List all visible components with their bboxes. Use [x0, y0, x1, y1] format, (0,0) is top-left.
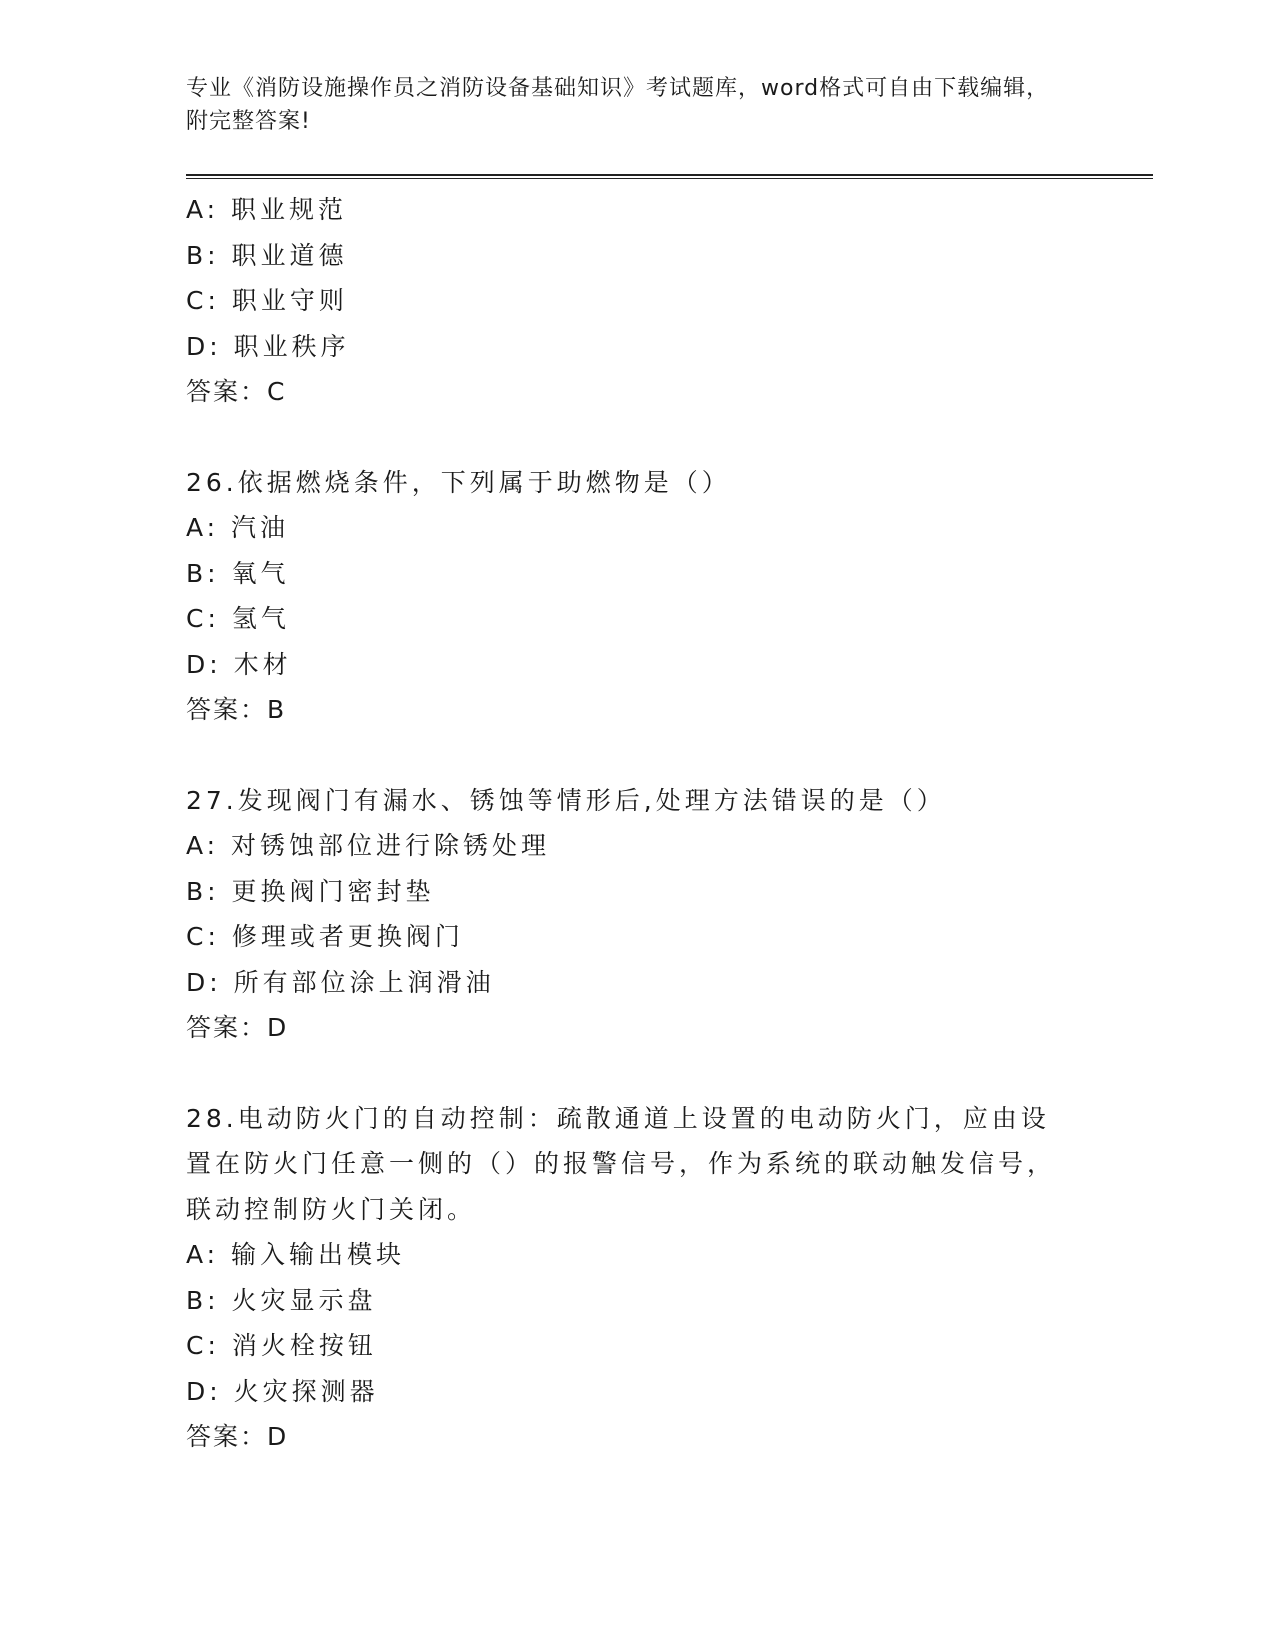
answer-value: B — [267, 695, 287, 724]
answer-value: D — [267, 1422, 289, 1451]
option-a: A: 对锈蚀部位进行除锈处理 — [186, 831, 551, 860]
answer-label: 答案： — [186, 377, 268, 406]
option-c: C: 职业守则 — [186, 286, 348, 315]
question-28 — [186, 1096, 1156, 1460]
question-list — [186, 187, 1156, 1460]
option-d: D: 职业秩序 — [186, 331, 350, 361]
question-27 — [186, 778, 1156, 1051]
answer-line — [186, 369, 1156, 415]
option-b: B: 火灾显示盘 — [186, 1285, 377, 1315]
option-b: B: 氧气 — [186, 558, 290, 588]
option-d: D: 所有部位涂上润滑油 — [186, 967, 495, 997]
option-a: A: 汽油 — [186, 513, 290, 542]
option-c: C: 消火栓按钮 — [186, 1331, 377, 1360]
document-page — [186, 72, 1156, 1460]
document-header: 专业《消防设施操作员之消防设备基础知识》考试题库，word格式可自由下载编辑，附完整答案! — [186, 76, 1050, 134]
question-text: 28.电动防火门的自动控制：疏散通道上设置的电动防火门，应由设置在防火门任意一侧的（）的报警信号，作为系统的联动触发信号，联动控制防火门关闭。 — [186, 1103, 1057, 1224]
option-d: D: 火灾探测器 — [186, 1376, 379, 1406]
option-a: A: 输入输出模块 — [186, 1240, 406, 1269]
option-b: B: 更换阀门密封垫 — [186, 876, 435, 906]
option-d: D: 木材 — [186, 649, 292, 679]
option-a: A: 职业规范 — [186, 195, 348, 224]
option-c: C: 氢气 — [186, 604, 290, 633]
question-25-partial — [186, 187, 1156, 415]
answer-line — [186, 1414, 1156, 1460]
option-c: C: 修理或者更换阀门 — [186, 922, 464, 951]
answer-label: 答案： — [186, 1013, 268, 1042]
answer-value: D — [267, 1013, 289, 1042]
header-divider — [186, 174, 1153, 179]
answer-line — [186, 687, 1156, 733]
answer-label: 答案： — [186, 1422, 268, 1451]
option-b: B: 职业道德 — [186, 240, 348, 270]
answer-line — [186, 1005, 1156, 1051]
answer-label: 答案： — [186, 695, 268, 724]
question-text: 27.发现阀门有漏水、锈蚀等情形后,处理方法错误的是（） — [186, 785, 946, 815]
question-text: 26.依据燃烧条件，下列属于助燃物是（） — [186, 467, 731, 497]
question-26 — [186, 460, 1156, 733]
answer-value: C — [267, 377, 287, 406]
